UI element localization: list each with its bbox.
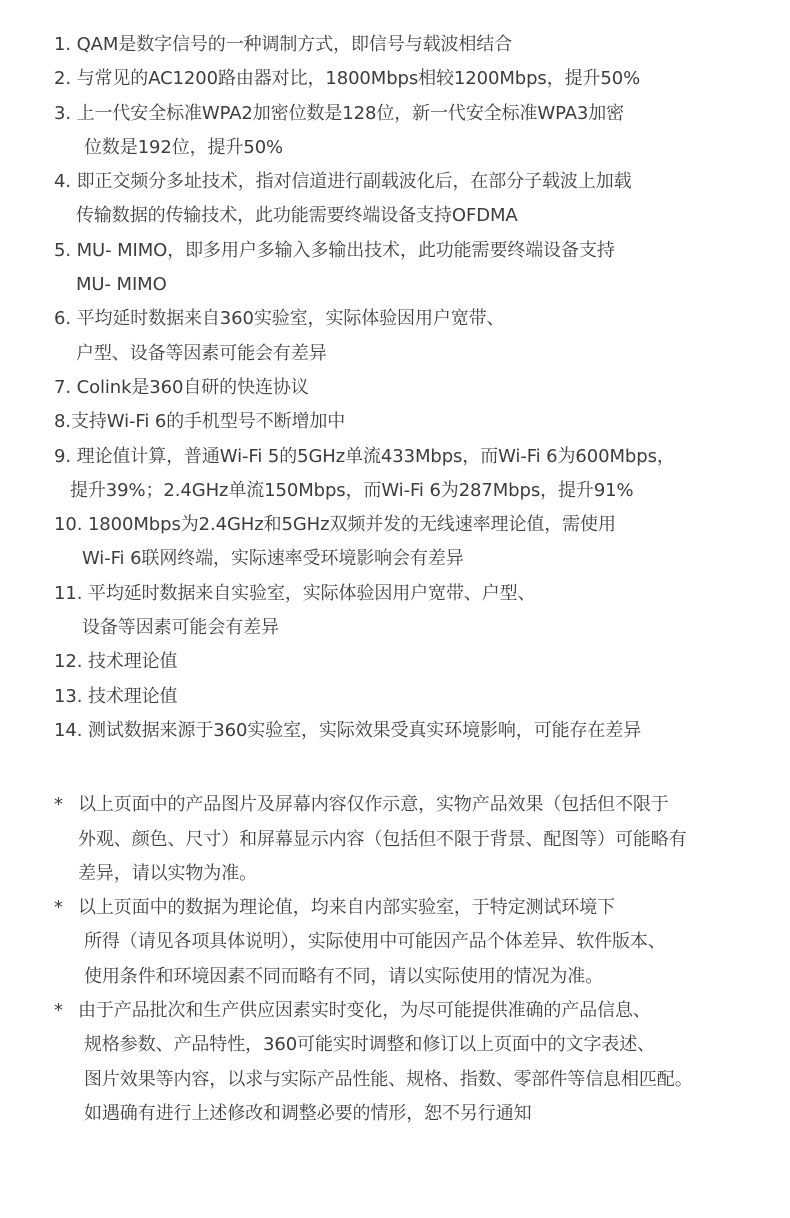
disclaimer-line: 使用条件和环境因素不同而略有不同，请以实际使用的情况为准。 xyxy=(84,965,604,987)
note-6 xyxy=(54,302,790,371)
note-line-continued: 提升39%；2.4GHz单流150Mbps，而Wi-Fi 6为287Mbps，提升91% xyxy=(70,479,634,501)
note-5 xyxy=(54,234,790,303)
note-line-continued: 设备等因素可能会有差异 xyxy=(82,617,279,639)
note-line: 1. QAM是数字信号的一种调制方式，即信号与载波相结合 xyxy=(54,34,513,55)
note-line: 10. 1800Mbps为2.4GHz和5GHz双频并发的无线速率理论值，需使用 xyxy=(54,514,616,536)
asterisk-mark: * xyxy=(54,897,63,919)
note-4 xyxy=(54,165,790,234)
note-line: 6. 平均延时数据来自360实验室，实际体验因用户宽带、 xyxy=(54,308,505,330)
disclaimer-line: 差异，请以实物为准。 xyxy=(78,862,257,884)
note-line-continued: 户型、设备等因素可能会有差异 xyxy=(76,342,327,364)
note-8 xyxy=(54,405,790,439)
disclaimers xyxy=(54,788,790,1131)
note-line-continued: Wi-Fi 6联网终端，实际速率受环境影响会有差异 xyxy=(82,548,464,570)
disclaimer-1 xyxy=(54,788,790,891)
note-line: 3. 上一代安全标准WPA2加密位数是128位，新一代安全标准WPA3加密 xyxy=(54,102,625,124)
disclaimer-line: 外观、颜色、尺寸）和屏幕显示内容（包括但不限于背景、配图等）可能略有 xyxy=(78,828,687,850)
note-line: 7. Colink是360自研的快连协议 xyxy=(54,376,309,398)
asterisk-mark: * xyxy=(54,794,63,816)
disclaimer-line: 以上页面中的产品图片及屏幕内容仅作示意，实物产品效果（包括但不限于 xyxy=(78,794,669,816)
disclaimer-line: 如遇确有进行上述修改和调整必要的情形，恕不另行通知 xyxy=(84,1102,532,1124)
note-1 xyxy=(54,28,790,62)
note-13 xyxy=(54,680,790,714)
note-3 xyxy=(54,97,790,166)
disclaimer-2 xyxy=(54,891,790,994)
note-line-continued: MU- MIMO xyxy=(76,274,167,296)
disclaimer-line: 图片效果等内容，以求与实际产品性能、规格、指数、零部件等信息相匹配。 xyxy=(84,1068,693,1090)
asterisk-mark: * xyxy=(54,1000,63,1022)
note-line: 4. 即正交频分多址技术，指对信道进行副载波化后，在部分子载波上加载 xyxy=(54,171,632,193)
note-7 xyxy=(54,371,790,405)
note-line: 11. 平均延时数据来自实验室，实际体验因用户宽带、户型、 xyxy=(54,582,536,604)
note-line: 13. 技术理论值 xyxy=(54,685,178,707)
note-line: 9. 理论值计算，普通Wi-Fi 5的5GHz单流433Mbps，而Wi-Fi 6为600Mbps， xyxy=(54,445,675,467)
note-line: 14. 测试数据来源于360实验室，实际效果受真实环境影响，可能存在差异 xyxy=(54,719,642,741)
note-line: 8.支持Wi-Fi 6的手机型号不断增加中 xyxy=(54,411,346,433)
note-9 xyxy=(54,440,790,509)
note-line-continued: 传输数据的传输技术，此功能需要终端设备支持OFDMA xyxy=(76,205,518,227)
note-line-continued: 位数是192位，提升50% xyxy=(84,136,284,158)
note-line: 2. 与常见的AC1200路由器对比，1800Mbps相较1200Mbps，提升50% xyxy=(54,68,641,90)
note-line: 5. MU- MIMO，即多用户多输入多输出技术，此功能需要终端设备支持 xyxy=(54,239,615,261)
note-11 xyxy=(54,577,790,646)
disclaimer-line: 由于产品批次和生产供应因素实时变化，为尽可能提供准确的产品信息、 xyxy=(78,1000,651,1022)
numbered-notes xyxy=(54,28,790,748)
note-line: 12. 技术理论值 xyxy=(54,651,178,673)
disclaimer-line: 规格参数、产品特性，360可能实时调整和修订以上页面中的文字表述、 xyxy=(84,1034,656,1056)
note-10 xyxy=(54,508,790,577)
note-12 xyxy=(54,645,790,679)
disclaimer-3 xyxy=(54,994,790,1131)
disclaimer-line: 所得（请见各项具体说明），实际使用中可能因产品个体差异、软件版本、 xyxy=(84,931,666,953)
note-14 xyxy=(54,714,790,748)
disclaimer-line: 以上页面中的数据为理论值，均来自内部实验室，于特定测试环境下 xyxy=(78,897,615,919)
note-2 xyxy=(54,62,790,96)
